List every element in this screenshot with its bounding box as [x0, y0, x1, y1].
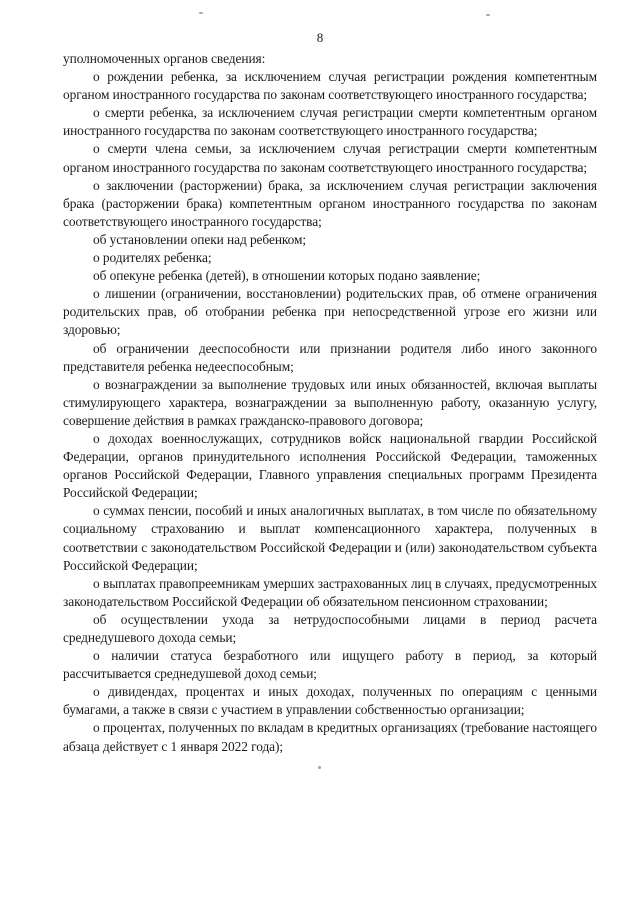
paragraph: о дивидендах, процентах и иных доходах, полученных по операциям с ценными бумагами, а также в связи с участием в управлении собственностью организации;	[63, 684, 597, 718]
paragraph: об опекуне ребенка (детей), в отношении которых подано заявление;	[93, 268, 481, 284]
scan-speck	[199, 12, 203, 14]
paragraph: о вознаграждении за выполнение трудовых или иных обязанностей, включая выплаты стимулирующего характера, вознаграждении за выполненную работу, оказанную услугу, совершение действия в рамках гражданско-правового договора;	[63, 376, 597, 428]
paragraph: о рождении ребенка, за исключением случая регистрации рождения компетентным органом иностранного государства по законам соответствующего иностранного государства;	[63, 69, 597, 103]
paragraph: о процентах, полученных по вкладам в кредитных организациях (требование настоящего абзаца действует с 1 января 2022 года);	[63, 720, 597, 754]
paragraph: об ограничении дееспособности или признании родителя либо иного законного представителя ребенка недееспособным;	[63, 340, 597, 374]
document-body	[63, 50, 597, 756]
paragraph: о смерти члена семьи, за исключением случая регистрации смерти компетентным органом иностранного государства по законам соответствующего иностранного государства;	[63, 141, 597, 175]
paragraph: о выплатах правопреемникам умерших застрахованных лиц в случаях, предусмотренных законодательством Российской Федерации об обязательном пенсионном страховании;	[63, 575, 597, 609]
paragraph: о заключении (расторжении) брака, за исключением случая регистрации заключения брака (расторжении брака) компетентным органом иностранного государства по законам соответствующего иностранного государства;	[63, 177, 597, 229]
scan-speck	[486, 14, 490, 16]
paragraph: о родителях ребенка;	[93, 250, 212, 266]
paragraph: о смерти ребенка, за исключением случая регистрации смерти компетентным органом иностранного государства по законам соответствующего иностранного государства;	[63, 105, 597, 139]
paragraph: о доходах военнослужащих, сотрудников войск национальной гвардии Российской Федерации, органов принудительного исполнения Российской Федерации, таможенных органов Российской Федерации, Главного управления специальных программ Президента Российской Федерации;	[63, 430, 597, 501]
paragraph: о суммах пенсии, пособий и иных аналогичных выплатах, в том числе по обязательному социальному страхованию и выплат компенсационного характера, полученных в соответствии с законодательством Российской Федерации и (или) законодательством субъекта Российской Федерации;	[63, 503, 597, 573]
page-number: 8	[316, 30, 324, 45]
scan-speck	[318, 766, 321, 769]
paragraph: уполномоченных органов сведения:	[63, 51, 266, 66]
paragraph: об осуществлении ухода за нетрудоспособными лицами в период расчета среднедушевого дохода семьи;	[63, 611, 597, 645]
paragraph: об установлении опеки над ребенком;	[93, 231, 307, 247]
paragraph: о лишении (ограничении, восстановлении) родительских прав, об отмене ограничения родительских прав, об отобрании ребенка при непосредственной угрозе его жизни или здоровью;	[63, 286, 597, 338]
paragraph: о наличии статуса безработного или ищущего работу в период, за который рассчитывается среднедушевой доход семьи;	[63, 648, 597, 682]
